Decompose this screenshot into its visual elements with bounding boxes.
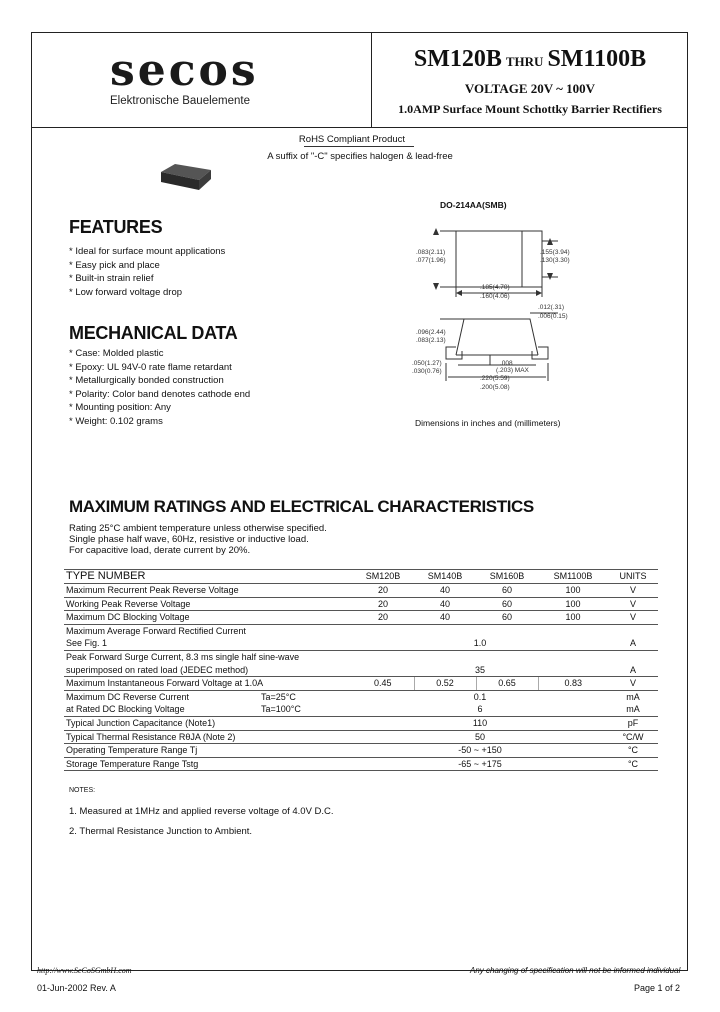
unit-cell: V [608,584,658,598]
package-name: DO-214AA(SMB) [440,200,507,210]
table-row [64,690,658,703]
header-cell: TYPE NUMBER [64,570,352,584]
rating-conditions [69,523,327,556]
table-header [64,570,658,584]
cell: 20 [352,597,414,611]
package-diagram [400,215,570,415]
table-row [64,611,658,625]
condition-line: Single phase half wave, 60Hz, resistive or inductive load. [69,534,309,545]
list-item: * Weight: 0.102 grams [69,415,163,427]
note-1: 1. Measured at 1MHz and applied reverse voltage of 4.0V D.C. [69,806,334,817]
unit-cell: °C [608,757,658,771]
dim-label: .050(1.27) [412,360,442,367]
revision-date: 01-Jun-2002 Rev. A [37,983,116,993]
row-label: Storage Temperature Range Tstg [64,757,352,771]
temp-condition: Ta=100°C [261,704,301,715]
list-item: * Epoxy: UL 94V-0 rate flame retardant [69,361,232,373]
condition-line: Rating 25°C ambient temperature unless otherwise specified. [69,523,327,534]
dim-label: .096(2.44) [416,329,446,336]
cell: -50 ~ +150 [352,744,608,758]
dim-label: .220(5.59) [480,375,510,382]
company-subtitle: Elektronische Bauelemente [110,95,250,107]
header-cell: SM140B [414,570,476,584]
header-bottom-rule [31,127,688,128]
company-logo: secos [110,45,259,96]
product-description: 1.0AMP Surface Mount Schottky Barrier Rectifiers [398,102,662,116]
list-item: * Case: Molded plastic [69,348,164,359]
suffix-text: A suffix of "-C" specifies halogen & lead-free [267,151,453,162]
dim-label: .012(.31) [538,304,565,311]
page-number: Page 1 of 2 [634,983,681,993]
dim-label: .160(4.06) [480,293,510,300]
cell: 0.1 [473,691,487,702]
part-title [372,46,688,73]
table-row [64,716,658,730]
row-label: Maximum Instantaneous Forward Voltage at 1.0A [64,677,352,691]
row-label [64,703,352,716]
table-row [64,664,658,677]
row-label: Working Peak Reverse Voltage [64,597,352,611]
row-label: See Fig. 1 [64,637,352,650]
rohs-text: RoHS Compliant Product [298,134,406,145]
dim-label: .155(3.94) [540,249,570,256]
mechanical-title: MECHANICAL DATA [69,323,238,343]
table-row [64,757,658,771]
row-label: Maximum DC Blocking Voltage [64,611,352,625]
cell: 6 [352,703,608,716]
row-label [64,690,352,703]
table-row [64,744,658,758]
unit-cell: A [608,664,658,677]
website-link[interactable]: http://www.SeCoSGmbH.com [37,966,132,975]
unit-cell: pF [608,716,658,730]
row-label: Peak Forward Surge Current, 8.3 ms single half sine-wave [66,651,300,662]
dim-label: .030(0.76) [412,368,442,375]
cell: 20 [352,584,414,598]
mechanical-list [69,347,250,428]
header-cell: SM1100B [538,570,608,584]
unit-cell: V [608,611,658,625]
cell: -65 ~ +175 [352,757,608,771]
part-to: SM1100B [547,46,647,72]
condition-line: For capacitive load, derate current by 20%. [69,545,251,556]
label-text: Maximum DC Reverse Current [66,691,190,702]
unit-cell: mA [608,703,658,716]
dimension-note: Dimensions in inches and (millimeters) [415,418,561,428]
cell: 20 [352,611,414,625]
table-row [64,624,658,637]
voltage-range: VOLTAGE 20V ~ 100V [464,81,596,96]
cell: 0.52 [414,677,476,691]
table-row [64,584,658,598]
table-row [64,637,658,650]
unit-cell: V [608,597,658,611]
cell: 0.83 [538,677,608,691]
cell: 100 [538,597,608,611]
cell: 50 [352,730,608,744]
dim-label: .083(2.11) [416,249,446,256]
features-title: FEATURES [69,217,163,237]
header-cell: SM120B [352,570,414,584]
cell: 0.45 [352,677,414,691]
rohs-underline [304,146,414,147]
cell: 0.65 [476,677,538,691]
unit-cell: °C [608,744,658,758]
notes-title: NOTES: [69,787,96,794]
list-item: * Built-in strain relief [69,273,154,284]
component-image [155,160,215,194]
cell: 40 [414,611,476,625]
row-label: superimposed on rated load (JEDEC method) [64,664,352,677]
change-notice: Any changing of specification will not be informed individual [470,966,681,975]
list-item: * Mounting position: Any [69,402,171,413]
list-item: * Low forward voltage drop [69,286,183,298]
cell: 60 [476,597,538,611]
list-item: * Polarity: Color band denotes cathode end [69,388,251,400]
dim-label: .008 [500,360,513,367]
table-row [64,597,658,611]
temp-condition: Ta=25°C [261,691,296,702]
table-row [64,677,658,691]
row-label: Maximum Recurrent Peak Reverse Voltage [64,584,352,598]
features-list [69,245,225,299]
row-label: Typical Junction Capacitance (Note1) [64,716,352,730]
cell: 100 [538,611,608,625]
dim-label: .130(3.30) [540,257,570,264]
unit-cell: °C/W [608,730,658,744]
list-item: * Metallurgically bonded construction [69,375,224,386]
row-label: Operating Temperature Range Tj [64,744,352,758]
cell: 100 [538,584,608,598]
header-cell: SM160B [476,570,538,584]
cell: 35 [352,664,608,677]
row-label: Maximum Average Forward Rectified Current [66,625,246,636]
list-item: * Ideal for surface mount applications [69,246,226,257]
ratings-title: MAXIMUM RATINGS AND ELECTRICAL CHARACTERISTICS [69,497,534,516]
unit-cell: V [608,677,658,691]
cell: 40 [414,597,476,611]
dim-label: .083(2.13) [416,337,446,344]
list-item: * Easy pick and place [69,259,160,271]
dim-label: .200(5.08) [480,384,510,391]
header-cell: UNITS [608,570,658,584]
cell: 1.0 [352,637,608,650]
cell: 110 [352,716,608,730]
thru-label: THRU [505,54,544,69]
table-row [64,650,658,663]
dim-label: (.203) MAX [496,367,529,374]
unit-cell: A [608,637,658,650]
ratings-table [64,569,658,771]
row-label: Typical Thermal Resistance RθJA (Note 2) [64,730,352,744]
dim-label: .006(0.15) [538,313,568,320]
part-from: SM120B [413,46,502,72]
label-text: at Rated DC Blocking Voltage [66,704,185,715]
unit-cell: mA [626,691,640,702]
note-2: 2. Thermal Resistance Junction to Ambient. [69,826,253,837]
dim-label: .077(1.96) [416,257,446,264]
cell: 40 [414,584,476,598]
table-row [64,703,658,716]
cell: 60 [476,611,538,625]
table-row [64,730,658,744]
cell: 60 [476,584,538,598]
dim-label: .185(4.70) [480,284,510,291]
